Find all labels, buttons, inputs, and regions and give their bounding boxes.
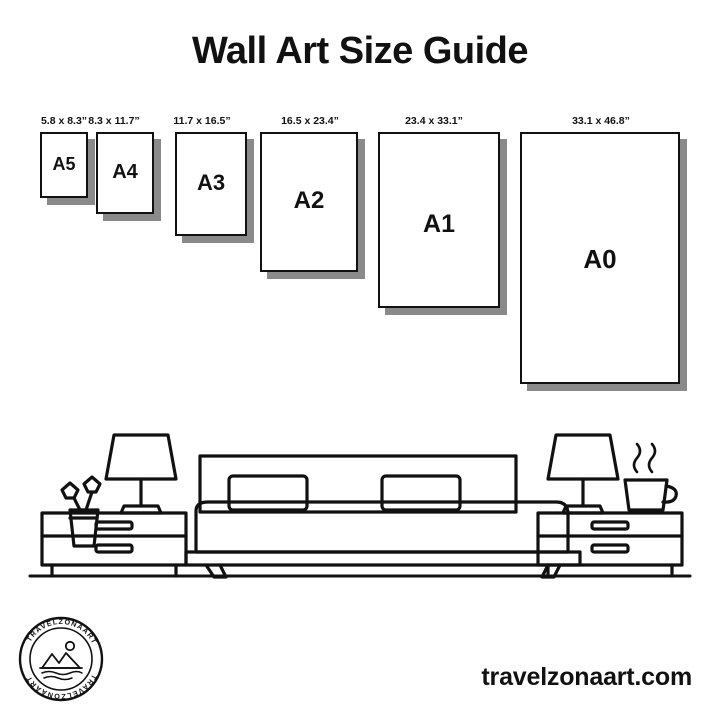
website-url: travelzonaart.com: [481, 663, 692, 691]
bed: [186, 456, 580, 577]
frame-a3: [175, 132, 247, 236]
frame-label-a4: A4: [112, 161, 138, 183]
frame-a0: [520, 132, 680, 384]
frame-label-a3: A3: [196, 170, 226, 195]
size-dimensions-a4: 8.3 x 11.7”: [88, 115, 140, 127]
size-dimensions-a0: 33.1 x 46.8”: [572, 115, 630, 127]
size-dimensions-a2: 16.5 x 23.4”: [281, 115, 339, 127]
size-comparison-chart: [0, 108, 720, 408]
brand-logo: [18, 616, 104, 702]
brand-logo-svg: [18, 616, 104, 702]
frame-a5: [40, 132, 88, 198]
left-nightstand: [42, 513, 186, 576]
logo-mountain-icon: [40, 642, 82, 680]
frame-label-a0: A0: [583, 244, 617, 274]
bedroom-illustration: [0, 380, 720, 610]
right-nightstand: [538, 513, 682, 576]
frame-a2: [260, 132, 358, 272]
logo-text-bottom: TRAVELZONAART: [23, 672, 99, 702]
bedroom-svg: [0, 380, 720, 610]
size-dimensions-a1: 23.4 x 33.1”: [405, 115, 463, 127]
frame-label-a5: A5: [52, 154, 76, 174]
size-dimensions-a3: 11.7 x 16.5”: [173, 115, 231, 127]
coffee-cup: [625, 444, 676, 510]
logo-text-top: TRAVELZONAART: [24, 616, 100, 646]
frame-label-a1: A1: [423, 210, 455, 238]
size-dimensions-a5: 5.8 x 8.3”: [40, 115, 88, 127]
frame-a1: [378, 132, 500, 308]
table-lamp-left: [106, 435, 176, 513]
page-title: Wall Art Size Guide: [191, 30, 529, 72]
frame-label-a2: A2: [293, 187, 325, 214]
frame-a4: [96, 132, 154, 214]
